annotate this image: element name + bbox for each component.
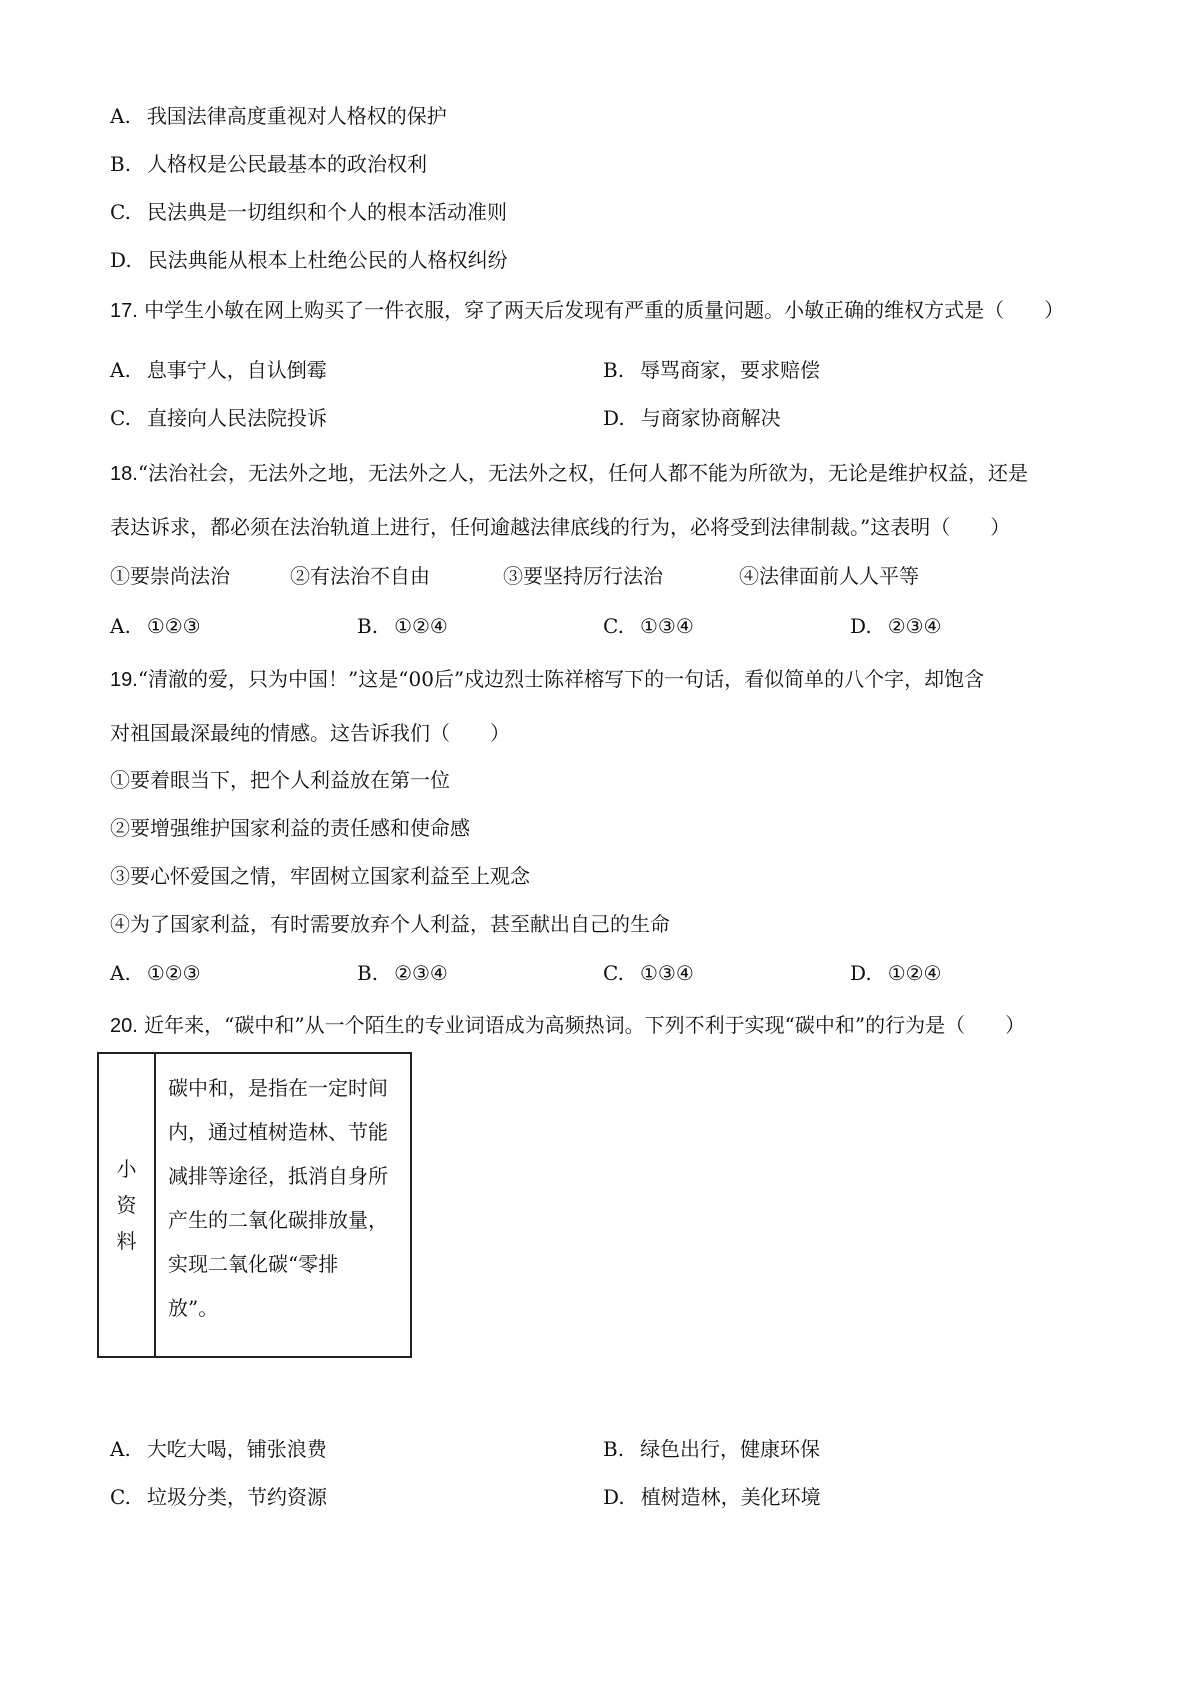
q19-stem-line2 (110, 719, 510, 747)
info-line: 减排等途径，抵消自身所 (168, 1164, 388, 1188)
option-text: 直接向人民法院投诉 (146, 406, 327, 430)
statement-text: ③要心怀爱国之情，牢固树立国家利益至上观念 (110, 864, 530, 888)
statement-text: ①要崇尚法治 (110, 564, 230, 588)
option-label: C. (110, 1485, 131, 1509)
q17-option-d (603, 404, 781, 432)
info-line: 产生的二氧化碳排放量， (168, 1208, 388, 1232)
option-label: C. (110, 406, 131, 430)
question-number: 18. (110, 463, 138, 485)
option-text: ②③④ (887, 614, 942, 638)
info-box-content (156, 1054, 410, 1356)
option-text: ①②④ (887, 961, 942, 985)
q19-option-c (603, 959, 694, 987)
option-label: A. (110, 358, 131, 382)
info-line: 碳中和，是指在一定时间 (168, 1076, 388, 1100)
info-line: 实现二氧化碳“零排 (168, 1252, 339, 1276)
q18-statement-4 (739, 562, 919, 590)
option-label: B. (603, 358, 625, 382)
q20-option-c (110, 1483, 327, 1511)
side-char: 料 (116, 1229, 137, 1253)
option-text: 息事宁人，自认倒霉 (146, 358, 327, 382)
statement-text: ②要增强维护国家利益的责任感和使命感 (110, 816, 470, 840)
option-label: B. (357, 614, 379, 638)
statement-text: ④法律面前人人平等 (739, 564, 919, 588)
side-char: 小 (116, 1157, 137, 1181)
question-text: “法治社会，无法外之地，无法外之人，无法外之权，任何人都不能为所欲为，无论是维护权益，还是 (137, 461, 1029, 485)
option-label: A. (110, 614, 131, 638)
option-label: D. (603, 406, 625, 430)
option-text: 人格权是公民最基本的政治权利 (147, 152, 428, 176)
q19-statement-4 (110, 910, 670, 938)
question-text: 近年来，“碳中和”从一个陌生的专业词语成为高频热词。下列不利于实现“碳中和”的行为是（ ） (144, 1013, 1026, 1037)
option-text: ①②③ (146, 614, 201, 638)
option-label: A. (110, 1437, 131, 1461)
option-text: ①②③ (146, 961, 201, 985)
option-text: ②③④ (394, 961, 448, 985)
q18-option-a (110, 612, 201, 640)
option-text: 我国法律高度重视对人格权的保护 (146, 104, 447, 128)
q19-stem-line1 (110, 665, 984, 694)
option-label: A. (110, 961, 131, 985)
q19-option-d (850, 959, 941, 987)
option-label: C. (603, 614, 624, 638)
q18-statement-2 (290, 562, 430, 590)
statement-text: ①要着眼当下，把个人利益放在第一位 (110, 768, 450, 792)
option-label: B. (603, 1437, 625, 1461)
q19-statement-3 (110, 862, 530, 890)
q18-stem-line1 (110, 459, 1028, 488)
question-text: 表达诉求，都必须在法治轨道上进行，任何逾越法律底线的行为，必将受到法律制裁。”这表明（ ） (110, 515, 1011, 539)
q17-option-a (110, 356, 327, 384)
info-line: 内，通过植树造林、节能 (168, 1120, 388, 1144)
option-text: 垃圾分类，节约资源 (146, 1485, 327, 1509)
info-box (97, 1052, 412, 1358)
option-text: ①②④ (394, 614, 448, 638)
q18-stem-line2 (110, 513, 1010, 541)
option-text: ①③④ (639, 961, 694, 985)
q18-statement-1 (110, 562, 230, 590)
q19-statement-2 (110, 814, 470, 842)
info-box-side-label (99, 1054, 156, 1356)
q17-stem (110, 296, 1064, 325)
option-text: 辱骂商家，要求赔偿 (640, 358, 821, 382)
question-number: 17. (110, 300, 138, 322)
q19-statement-1 (110, 766, 450, 794)
q19-option-b (357, 959, 448, 987)
q16-option-b (110, 150, 427, 178)
side-char: 资 (116, 1193, 137, 1217)
q16-option-a (110, 102, 447, 130)
q16-option-c (110, 198, 507, 226)
q20-option-b (603, 1435, 820, 1463)
q17-option-b (603, 356, 820, 384)
option-label: B. (110, 152, 132, 176)
option-text: 植树造林，美化环境 (640, 1485, 821, 1509)
info-line: 放”。 (168, 1296, 219, 1320)
option-label: A. (110, 104, 131, 128)
statement-text: ②有法治不自由 (290, 564, 430, 588)
q16-option-d (110, 246, 508, 274)
q20-option-d (603, 1483, 821, 1511)
statement-text: ④为了国家利益，有时需要放弃个人利益，甚至献出自己的生命 (110, 912, 670, 936)
question-number: 19. (110, 669, 138, 691)
q18-option-c (603, 612, 694, 640)
q20-option-a (110, 1435, 327, 1463)
q18-option-b (357, 612, 448, 640)
q19-option-a (110, 959, 201, 987)
q18-statement-3 (503, 562, 663, 590)
option-text: 大吃大喝，铺张浪费 (146, 1437, 327, 1461)
option-label: D. (850, 961, 872, 985)
q18-option-d (850, 612, 941, 640)
q17-option-c (110, 404, 327, 432)
option-text: 绿色出行，健康环保 (640, 1437, 821, 1461)
option-text: 民法典是一切组织和个人的根本活动准则 (146, 200, 507, 224)
question-number: 20. (110, 1015, 138, 1037)
option-label: B. (357, 961, 379, 985)
option-label: D. (603, 1485, 625, 1509)
option-label: D. (850, 614, 872, 638)
question-text: “清澈的爱，只为中国！”这是“00后”戍边烈士陈祥榕写下的一句话，看似简单的八个字，却饱含 (137, 667, 985, 691)
statement-text: ③要坚持厉行法治 (503, 564, 663, 588)
option-text: ①③④ (639, 614, 694, 638)
option-label: C. (110, 200, 131, 224)
question-text: 中学生小敏在网上购买了一件衣服，穿了两天后发现有严重的质量问题。小敏正确的维权方式是（ ） (144, 298, 1065, 322)
q20-stem (110, 1011, 1025, 1040)
option-label: C. (603, 961, 624, 985)
option-label: D. (110, 248, 132, 272)
question-text: 对祖国最深最纯的情感。这告诉我们（ ） (110, 721, 510, 745)
option-text: 民法典能从根本上杜绝公民的人格权纠纷 (147, 248, 508, 272)
option-text: 与商家协商解决 (640, 406, 781, 430)
